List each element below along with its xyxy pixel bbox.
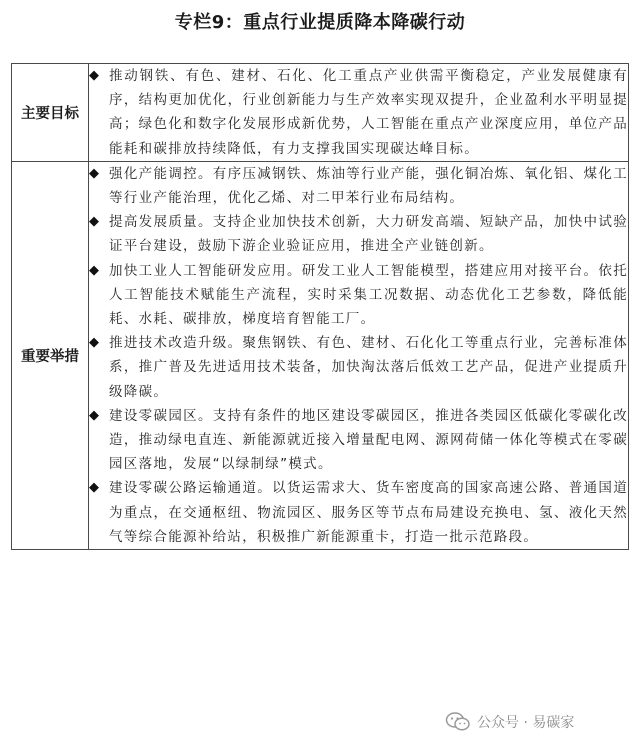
diamond-bullet-icon: ◆ <box>89 262 101 278</box>
watermark <box>445 708 640 736</box>
item-text: 强化产能调控。有序压减钢铁、炼油等行业产能，强化铜冶炼、氧化铝、煤化工等行业产能治理，优化乙烯、对二甲苯行业布局结构。 <box>109 165 628 207</box>
diamond-bullet-icon: ◆ <box>89 407 101 423</box>
table-row-measures <box>12 161 629 549</box>
wechat-icon <box>445 711 471 733</box>
diamond-bullet-icon: ◆ <box>89 480 101 496</box>
list-item <box>89 259 628 332</box>
watermark-text: 公众号 · 易碳家 <box>477 715 575 731</box>
section-label-measures: 重要举措 <box>12 161 89 549</box>
page-title: 专栏9：重点行业提质降本降碳行动 <box>174 12 466 33</box>
section-content-goals <box>89 64 629 162</box>
item-text: 建设零碳园区。支持有条件的地区建设零碳园区，推进各类园区低碳化零碳化改造，推动绿电直连、新能源就近接入增量配电网、源网荷储一体化等模式在零碳园区落地，发展“以绿制绿”模式。 <box>109 407 628 473</box>
item-text: 加快工业人工智能研发应用。研发工业人工智能模型，搭建应用对接平台。依托人工智能技术赋能生产流程，实时采集工况数据、动态优化工艺参数，降低能耗、水耗、碳排放，梯度培育智能工厂。 <box>109 262 628 328</box>
diamond-bullet-icon: ◆ <box>89 214 101 230</box>
item-text: 提高发展质量。支持企业加快技术创新，大力研发高端、短缺产品，加快中试验证平台建设，鼓励下游企业验证应用，推进全产业链创新。 <box>109 214 628 255</box>
section-label-goals: 主要目标 <box>12 64 89 162</box>
list-item <box>89 404 628 477</box>
item-text: 推进技术改造升级。聚焦钢铁、有色、建材、石化化工等重点行业，完善标准体系，推广普及先进适用技术装备，加快淘汰落后低效工艺产品，促进产业提质升级降碳。 <box>109 335 628 400</box>
diamond-bullet-icon: ◆ <box>89 68 101 83</box>
diamond-bullet-icon: ◆ <box>89 335 101 351</box>
item-text: 推动钢铁、有色、建材、石化、化工重点产业供需平衡稳定，产业发展健康有序，结构更加优化，行业创新能力与生产效率实现双提升，企业盈利水平明显提高；绿色化和数字化发展形成新优势，人工智能在重点产业深度应用，单位产品能耗和碳排放持续降低，有力支撑我国实现碳达峰目标。 <box>109 68 628 157</box>
diamond-bullet-icon: ◆ <box>89 165 101 181</box>
list-item <box>89 210 628 258</box>
content-table <box>11 63 629 550</box>
section-content-measures <box>89 161 629 549</box>
list-item <box>89 476 628 549</box>
list-item <box>89 331 628 404</box>
table-row-goals <box>12 64 629 162</box>
list-item <box>89 162 628 210</box>
item-text: 建设零碳公路运输通道。以货运需求大、货车密度高的国家高速公路、普通国道为重点，在交通枢纽、物流园区、服务区等节点布局建设充换电、氢、液化天然气等综合能源补给站，积极推广新能源重卡，打造一批示范路段。 <box>109 480 628 545</box>
list-item <box>89 64 628 161</box>
